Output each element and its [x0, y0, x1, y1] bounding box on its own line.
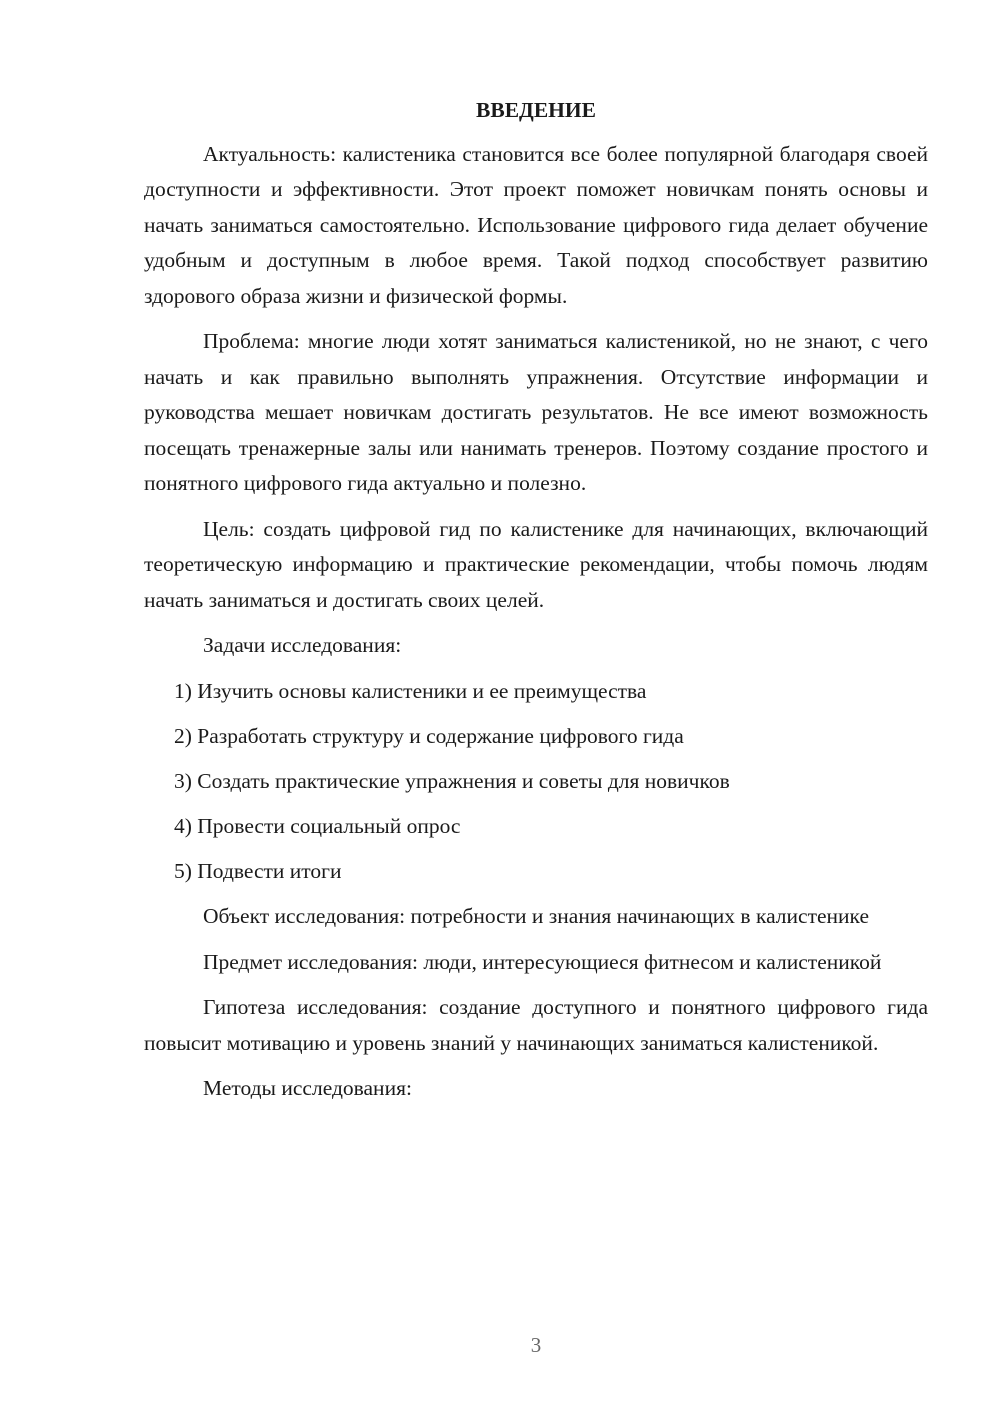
- tasks-list: [144, 674, 928, 890]
- hypothesis-paragraph: Гипотеза исследования: создание доступного и понятного цифрового гида повысит мотивацию и уровень знаний у начинающих заниматься калистеникой.: [144, 995, 928, 1055]
- goal-paragraph: Цель: создать цифровой гид по калистенике для начинающих, включающий теоретическую информацию и практические рекомендации, чтобы помочь людям начать заниматься и достигать своих целей.: [144, 516, 928, 612]
- tasks-heading: Задачи исследования:: [203, 633, 402, 657]
- relevance-paragraph: Актуальность: калистеника становится все более популярной благодаря своей доступности и эффективности. Этот проект поможет новичкам понять основы и начать заниматься самостоятельно. Использование цифрового гида делает обучение удобным и доступным в любое время. Такой подход способствует развитию здорового образа жизни и физической формы.: [144, 141, 928, 308]
- list-item: 2) Разработать структуру и содержание цифрового гида: [174, 723, 684, 748]
- list-item: 1) Изучить основы калистеники и ее преимущества: [174, 678, 647, 703]
- object-paragraph: Объект исследования: потребности и знания начинающих в калистенике: [203, 904, 869, 928]
- problem-paragraph: Проблема: многие люди хотят заниматься калистеникой, но не знают, с чего начать и как правильно выполнять упражнения. Отсутствие информации и руководства мешает новичкам достигать результатов. Не все имеют возможность посещать тренажерные залы или нанимать тренеров. Поэтому создание простого и понятного цифрового гида актуально и полезно.: [144, 329, 928, 495]
- methods-heading: Методы исследования:: [203, 1076, 412, 1100]
- page-title: ВВЕДЕНИЕ: [476, 98, 596, 122]
- list-item: 3) Создать практические упражнения и советы для новичков: [174, 768, 730, 793]
- page-content: [144, 93, 928, 1107]
- list-item: 5) Подвести итоги: [174, 858, 342, 883]
- page-number: 3: [530, 1333, 542, 1357]
- subject-paragraph: Предмет исследования: люди, интересующиеся фитнесом и калистеникой: [203, 949, 882, 974]
- list-item: 4) Провести социальный опрос: [174, 813, 461, 838]
